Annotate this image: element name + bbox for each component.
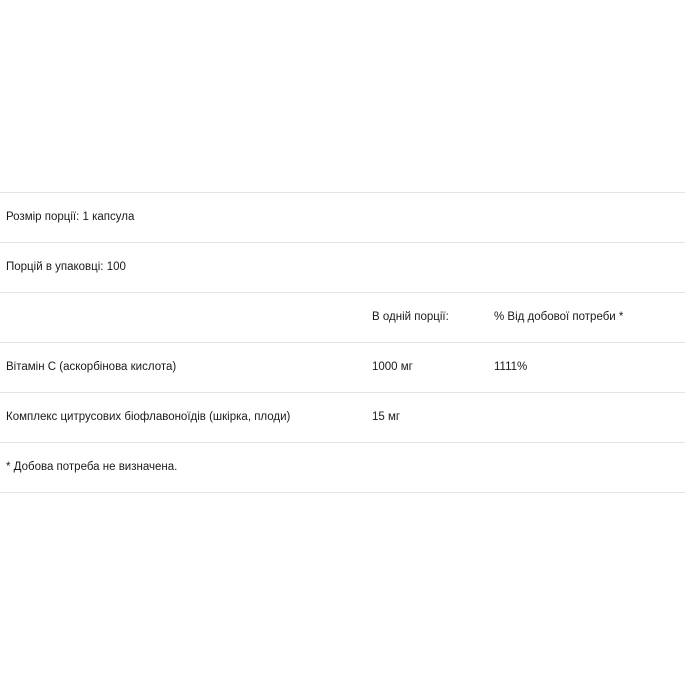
nutrient-name: Вітамін С (аскорбінова кислота): [6, 361, 177, 373]
serving-size-row: [0, 193, 685, 243]
daily-value-header: % Від добової потреби *: [494, 311, 624, 323]
table-row: [0, 393, 685, 443]
serving-size-text: Розмір порції: 1 капсула: [6, 211, 135, 223]
supplement-facts-table: [0, 192, 685, 493]
nutrient-name: Комплекс цитрусових біофлавоноїдів (шкірка, плоди): [6, 411, 291, 423]
nutrient-amount: 1000 мг: [372, 361, 413, 373]
nutrient-daily-value: 1111%: [494, 361, 528, 373]
per-serving-header: В одній порції:: [372, 311, 449, 323]
table-row: [0, 343, 685, 393]
footnote-text: * Добова потреба не визначена.: [6, 461, 178, 473]
servings-per-container-row: [0, 243, 685, 293]
table-header-row: [0, 293, 685, 343]
servings-per-container-text: Порцій в упаковці: 100: [6, 261, 126, 273]
nutrient-amount: 15 мг: [372, 411, 401, 423]
footnote-row: [0, 443, 685, 493]
